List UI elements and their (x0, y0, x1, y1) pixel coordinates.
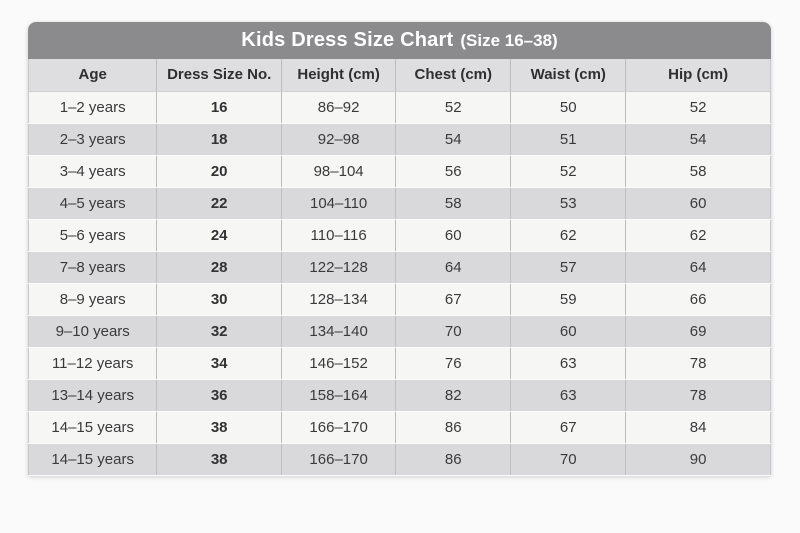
col-header-hip: Hip (cm) (626, 59, 771, 91)
cell-hip: 52 (626, 91, 771, 123)
table-row (29, 443, 771, 475)
col-header-height: Height (cm) (282, 59, 396, 91)
cell-dress-size: 24 (157, 219, 282, 251)
cell-waist: 63 (511, 379, 626, 411)
cell-age: 1–2 years (29, 91, 157, 123)
cell-height: 92–98 (282, 123, 396, 155)
cell-age: 14–15 years (29, 443, 157, 475)
cell-hip: 84 (626, 411, 771, 443)
cell-dress-size: 30 (157, 283, 282, 315)
cell-waist: 52 (511, 155, 626, 187)
cell-waist: 59 (511, 283, 626, 315)
cell-age: 3–4 years (29, 155, 157, 187)
col-header-chest: Chest (cm) (396, 59, 511, 91)
page-title-subtitle: (Size 16–38) (460, 30, 558, 50)
cell-height: 166–170 (282, 443, 396, 475)
cell-hip: 66 (626, 283, 771, 315)
cell-hip: 54 (626, 123, 771, 155)
page-title: Kids Dress Size Chart (241, 29, 454, 51)
cell-hip: 58 (626, 155, 771, 187)
col-header-age: Age (29, 59, 157, 91)
cell-chest: 86 (396, 443, 511, 475)
cell-waist: 63 (511, 347, 626, 379)
cell-height: 110–116 (282, 219, 396, 251)
cell-waist: 53 (511, 187, 626, 219)
cell-waist: 50 (511, 91, 626, 123)
table-row (29, 379, 771, 411)
table-row (29, 315, 771, 347)
cell-hip: 78 (626, 379, 771, 411)
col-header-dress-size: Dress Size No. (157, 59, 282, 91)
cell-dress-size: 16 (157, 91, 282, 123)
table-row (29, 123, 771, 155)
cell-waist: 70 (511, 443, 626, 475)
table-row (29, 251, 771, 283)
cell-chest: 54 (396, 123, 511, 155)
cell-dress-size: 34 (157, 347, 282, 379)
cell-waist: 60 (511, 315, 626, 347)
cell-age: 9–10 years (29, 315, 157, 347)
cell-height: 86–92 (282, 91, 396, 123)
cell-age: 13–14 years (29, 379, 157, 411)
cell-waist: 67 (511, 411, 626, 443)
cell-chest: 52 (396, 91, 511, 123)
table-row (29, 347, 771, 379)
col-header-waist: Waist (cm) (511, 59, 626, 91)
size-chart-table (28, 59, 771, 476)
cell-chest: 64 (396, 251, 511, 283)
cell-height: 166–170 (282, 411, 396, 443)
cell-height: 146–152 (282, 347, 396, 379)
cell-waist: 51 (511, 123, 626, 155)
cell-chest: 67 (396, 283, 511, 315)
cell-chest: 82 (396, 379, 511, 411)
cell-dress-size: 28 (157, 251, 282, 283)
table-row (29, 219, 771, 251)
cell-age: 8–9 years (29, 283, 157, 315)
cell-age: 4–5 years (29, 187, 157, 219)
table-row (29, 155, 771, 187)
cell-hip: 90 (626, 443, 771, 475)
cell-waist: 62 (511, 219, 626, 251)
cell-height: 122–128 (282, 251, 396, 283)
cell-height: 134–140 (282, 315, 396, 347)
cell-chest: 86 (396, 411, 511, 443)
cell-dress-size: 38 (157, 443, 282, 475)
cell-hip: 60 (626, 187, 771, 219)
table-row (29, 411, 771, 443)
size-chart-card (28, 22, 771, 476)
cell-hip: 62 (626, 219, 771, 251)
cell-chest: 60 (396, 219, 511, 251)
cell-dress-size: 38 (157, 411, 282, 443)
cell-age: 11–12 years (29, 347, 157, 379)
cell-age: 14–15 years (29, 411, 157, 443)
cell-height: 128–134 (282, 283, 396, 315)
table-row (29, 91, 771, 123)
cell-age: 2–3 years (29, 123, 157, 155)
cell-dress-size: 36 (157, 379, 282, 411)
table-row (29, 187, 771, 219)
cell-waist: 57 (511, 251, 626, 283)
cell-hip: 64 (626, 251, 771, 283)
table-row (29, 283, 771, 315)
table-body (29, 91, 771, 475)
cell-chest: 58 (396, 187, 511, 219)
cell-age: 7–8 years (29, 251, 157, 283)
chart-title-bar (28, 22, 771, 59)
cell-height: 104–110 (282, 187, 396, 219)
cell-hip: 78 (626, 347, 771, 379)
cell-dress-size: 22 (157, 187, 282, 219)
cell-chest: 56 (396, 155, 511, 187)
cell-chest: 70 (396, 315, 511, 347)
cell-height: 98–104 (282, 155, 396, 187)
cell-height: 158–164 (282, 379, 396, 411)
cell-dress-size: 18 (157, 123, 282, 155)
cell-dress-size: 20 (157, 155, 282, 187)
cell-dress-size: 32 (157, 315, 282, 347)
header-row (29, 59, 771, 91)
cell-hip: 69 (626, 315, 771, 347)
cell-age: 5–6 years (29, 219, 157, 251)
cell-chest: 76 (396, 347, 511, 379)
